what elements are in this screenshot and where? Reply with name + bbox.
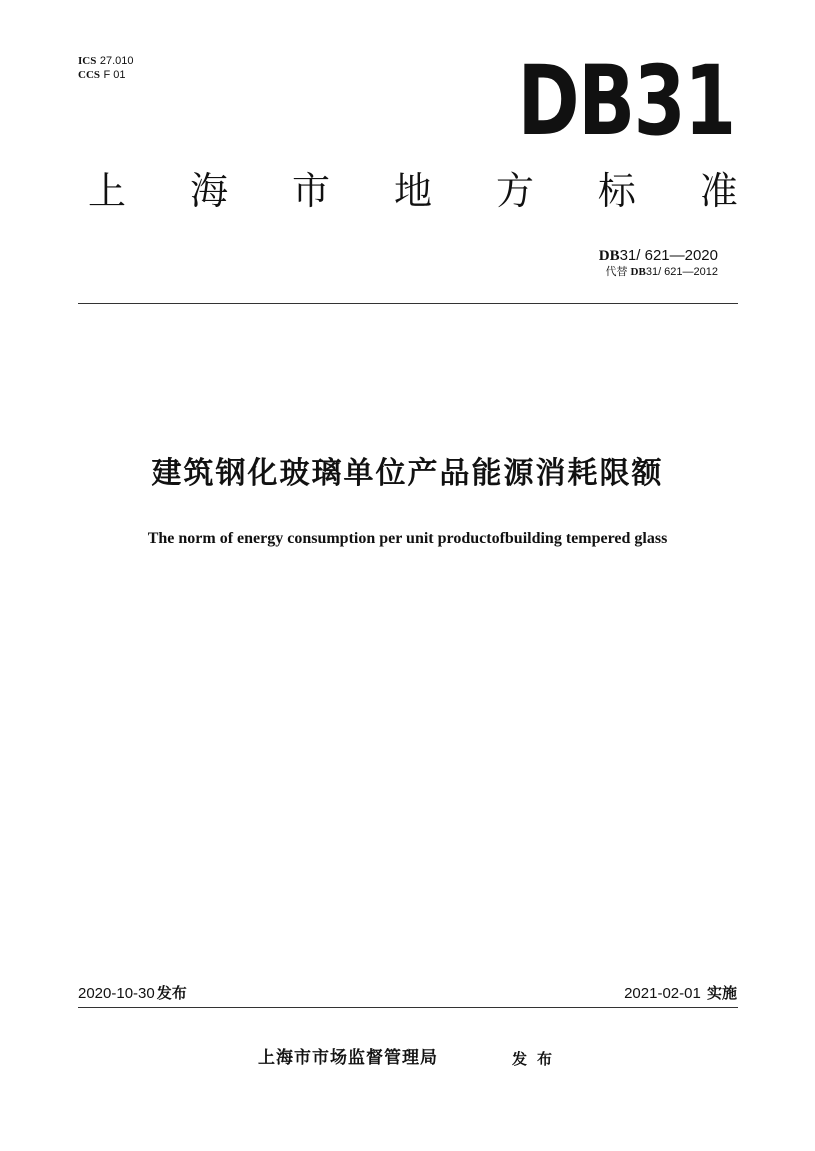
standard-type-char: 市 [291, 169, 330, 213]
publish-date-value: 2020-10-30 [78, 985, 155, 1002]
implement-date-value: 2021-02-01 [624, 985, 701, 1002]
ics-code [78, 54, 134, 68]
ics-label: ICS [78, 55, 97, 67]
standard-type-heading [88, 165, 738, 217]
standard-type-char: 地 [393, 169, 432, 213]
standard-number-prefix: DB [598, 248, 620, 264]
standard-type-char: 上 [88, 169, 127, 213]
replaces-rest: 31/ 621—2012 [645, 266, 718, 278]
document-title-english: The norm of energy consumption per unit productofbuilding tempered glass [147, 530, 668, 547]
issuer-action: 发布 [512, 1050, 563, 1068]
standard-type-char: 准 [699, 169, 738, 213]
header-divider [78, 303, 738, 304]
standard-number-rest: 31/ 621—2020 [619, 247, 718, 264]
document-title-chinese: 建筑钢化玻璃单位产品能源消耗限额 [151, 456, 664, 491]
ccs-code [78, 68, 134, 82]
standard-type-char: 海 [189, 169, 228, 213]
replaces-standard [605, 266, 718, 279]
replaces-prefix: DB [630, 266, 646, 278]
standard-type-char: 方 [495, 169, 534, 213]
standard-type-char: 标 [597, 169, 636, 213]
footer-divider [78, 1007, 738, 1008]
implement-date [624, 983, 737, 1004]
standard-number [599, 247, 718, 265]
implement-label: 实施 [706, 984, 737, 1002]
ccs-value: F 01 [103, 69, 126, 81]
issuer-name: 上海市市场监督管理局 [258, 1048, 438, 1068]
publish-label: 发布 [156, 984, 187, 1002]
db31-logo: DB31 [517, 45, 735, 157]
ics-value: 27.010 [99, 55, 134, 67]
ccs-label: CCS [78, 69, 101, 81]
classification-codes [78, 54, 134, 82]
publish-date [78, 983, 187, 1004]
replaces-label: 代替 [605, 266, 628, 278]
